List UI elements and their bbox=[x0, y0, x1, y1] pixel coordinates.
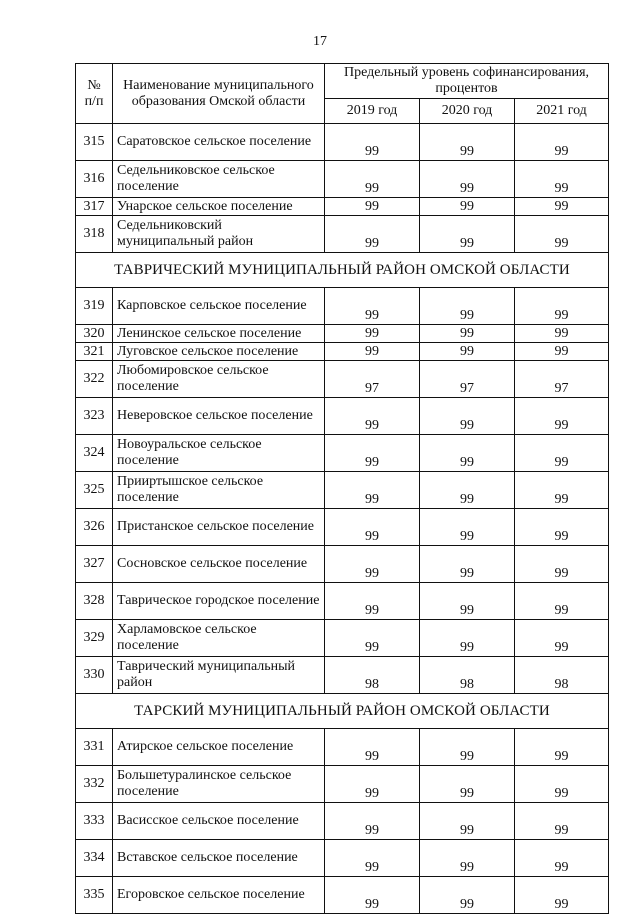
municipality-name: Таврическое городское поселение bbox=[113, 583, 325, 620]
table-row bbox=[76, 546, 609, 583]
value-2021: 99 bbox=[515, 161, 609, 198]
value-2021: 99 bbox=[515, 124, 609, 161]
value-2019: 99 bbox=[325, 509, 420, 546]
row-number: 332 bbox=[76, 766, 113, 803]
value-2020: 99 bbox=[420, 198, 515, 216]
municipality-name: Егоровское сельское поселение bbox=[113, 877, 325, 914]
value-2020: 99 bbox=[420, 343, 515, 361]
municipality-name: Саратовское сельское поселение bbox=[113, 124, 325, 161]
row-number: 319 bbox=[76, 288, 113, 325]
table-body bbox=[76, 124, 609, 914]
table-row bbox=[76, 620, 609, 657]
table-row bbox=[76, 325, 609, 343]
row-number: 322 bbox=[76, 361, 113, 398]
value-2019: 99 bbox=[325, 583, 420, 620]
table-row bbox=[76, 877, 609, 914]
value-2019: 99 bbox=[325, 343, 420, 361]
value-2020: 99 bbox=[420, 766, 515, 803]
value-2021: 99 bbox=[515, 583, 609, 620]
value-2021: 99 bbox=[515, 546, 609, 583]
page-number: 17 bbox=[313, 34, 327, 49]
value-2020: 99 bbox=[420, 877, 515, 914]
value-2021: 99 bbox=[515, 729, 609, 766]
group-title: ТАВРИЧЕСКИЙ МУНИЦИПАЛЬНЫЙ РАЙОН ОМСКОЙ ОБЛАСТИ bbox=[76, 253, 609, 288]
value-2019: 99 bbox=[325, 288, 420, 325]
value-2019: 99 bbox=[325, 398, 420, 435]
table-row bbox=[76, 124, 609, 161]
value-2021: 99 bbox=[515, 840, 609, 877]
table-row bbox=[76, 216, 609, 253]
value-2020: 97 bbox=[420, 361, 515, 398]
municipality-name: Васисское сельское поселение bbox=[113, 803, 325, 840]
municipality-name: Седельниковский муниципальный район bbox=[113, 216, 325, 253]
value-2019: 99 bbox=[325, 161, 420, 198]
value-2019: 98 bbox=[325, 657, 420, 694]
table-row bbox=[76, 472, 609, 509]
value-2019: 99 bbox=[325, 325, 420, 343]
value-2020: 99 bbox=[420, 729, 515, 766]
value-2020: 99 bbox=[420, 546, 515, 583]
value-2020: 99 bbox=[420, 288, 515, 325]
value-2020: 99 bbox=[420, 509, 515, 546]
table-row bbox=[76, 288, 609, 325]
value-2019: 99 bbox=[325, 546, 420, 583]
table-row bbox=[76, 766, 609, 803]
row-number: 327 bbox=[76, 546, 113, 583]
value-2021: 99 bbox=[515, 877, 609, 914]
row-number: 328 bbox=[76, 583, 113, 620]
row-number: 315 bbox=[76, 124, 113, 161]
value-2021: 99 bbox=[515, 398, 609, 435]
value-2019: 99 bbox=[325, 620, 420, 657]
value-2020: 99 bbox=[420, 472, 515, 509]
value-2020: 99 bbox=[420, 435, 515, 472]
value-2020: 99 bbox=[420, 216, 515, 253]
municipality-name: Пристанское сельское поселение bbox=[113, 509, 325, 546]
row-number: 335 bbox=[76, 877, 113, 914]
header-name: Наименование муниципального образования Омской области bbox=[113, 64, 325, 124]
table-row bbox=[76, 803, 609, 840]
value-2019: 99 bbox=[325, 729, 420, 766]
value-2020: 99 bbox=[420, 803, 515, 840]
row-number: 324 bbox=[76, 435, 113, 472]
value-2019: 99 bbox=[325, 472, 420, 509]
row-number: 330 bbox=[76, 657, 113, 694]
municipality-name: Большетуралинское сельское поселение bbox=[113, 766, 325, 803]
value-2021: 99 bbox=[515, 288, 609, 325]
group-title: ТАРСКИЙ МУНИЦИПАЛЬНЫЙ РАЙОН ОМСКОЙ ОБЛАСТИ bbox=[76, 694, 609, 729]
municipality-name: Неверовское сельское поселение bbox=[113, 398, 325, 435]
municipality-name: Карповское сельское поселение bbox=[113, 288, 325, 325]
value-2021: 99 bbox=[515, 435, 609, 472]
value-2021: 97 bbox=[515, 361, 609, 398]
table-row bbox=[76, 198, 609, 216]
table-row bbox=[76, 509, 609, 546]
value-2021: 99 bbox=[515, 766, 609, 803]
municipality-name: Таврический муниципальный район bbox=[113, 657, 325, 694]
row-number: 318 bbox=[76, 216, 113, 253]
table-row bbox=[76, 343, 609, 361]
row-number: 320 bbox=[76, 325, 113, 343]
value-2019: 99 bbox=[325, 766, 420, 803]
row-number: 325 bbox=[76, 472, 113, 509]
value-2020: 99 bbox=[420, 583, 515, 620]
value-2021: 99 bbox=[515, 198, 609, 216]
municipality-name: Атирское сельское поселение bbox=[113, 729, 325, 766]
header-year-2021: 2021 год bbox=[515, 99, 609, 124]
municipality-name: Прииртышское сельское поселение bbox=[113, 472, 325, 509]
table-row bbox=[76, 435, 609, 472]
municipality-name: Ленинское сельское поселение bbox=[113, 325, 325, 343]
row-number: 321 bbox=[76, 343, 113, 361]
table-row bbox=[76, 729, 609, 766]
value-2019: 99 bbox=[325, 803, 420, 840]
value-2021: 99 bbox=[515, 325, 609, 343]
municipality-name: Седельниковское сельское поселение bbox=[113, 161, 325, 198]
row-number: 317 bbox=[76, 198, 113, 216]
municipality-name: Любомировское сельское поселение bbox=[113, 361, 325, 398]
header-year-2019: 2019 год bbox=[325, 99, 420, 124]
group-header-row bbox=[76, 253, 609, 288]
table-row bbox=[76, 361, 609, 398]
cofinancing-table bbox=[75, 63, 609, 914]
header-cofinance: Предельный уровень софинансирования, процентов bbox=[325, 64, 609, 99]
value-2021: 99 bbox=[515, 803, 609, 840]
row-number: 323 bbox=[76, 398, 113, 435]
value-2019: 99 bbox=[325, 840, 420, 877]
value-2020: 99 bbox=[420, 124, 515, 161]
row-number: 333 bbox=[76, 803, 113, 840]
municipality-name: Харламовское сельское поселение bbox=[113, 620, 325, 657]
table-row bbox=[76, 583, 609, 620]
table-row bbox=[76, 161, 609, 198]
row-number: 326 bbox=[76, 509, 113, 546]
municipality-name: Новоуральское сельское поселение bbox=[113, 435, 325, 472]
value-2021: 99 bbox=[515, 472, 609, 509]
value-2021: 99 bbox=[515, 620, 609, 657]
value-2020: 98 bbox=[420, 657, 515, 694]
row-number: 334 bbox=[76, 840, 113, 877]
row-number: 316 bbox=[76, 161, 113, 198]
municipality-name: Вставское сельское поселение bbox=[113, 840, 325, 877]
value-2019: 99 bbox=[325, 435, 420, 472]
row-number: 329 bbox=[76, 620, 113, 657]
value-2020: 99 bbox=[420, 840, 515, 877]
value-2020: 99 bbox=[420, 161, 515, 198]
value-2020: 99 bbox=[420, 325, 515, 343]
table-row bbox=[76, 398, 609, 435]
municipality-name: Сосновское сельское поселение bbox=[113, 546, 325, 583]
header-num: № п/п bbox=[76, 64, 113, 124]
value-2021: 98 bbox=[515, 657, 609, 694]
value-2021: 99 bbox=[515, 509, 609, 546]
value-2020: 99 bbox=[420, 620, 515, 657]
row-number: 331 bbox=[76, 729, 113, 766]
header-year-2020: 2020 год bbox=[420, 99, 515, 124]
value-2019: 97 bbox=[325, 361, 420, 398]
value-2021: 99 bbox=[515, 343, 609, 361]
value-2019: 99 bbox=[325, 216, 420, 253]
municipality-name: Луговское сельское поселение bbox=[113, 343, 325, 361]
value-2019: 99 bbox=[325, 198, 420, 216]
value-2021: 99 bbox=[515, 216, 609, 253]
value-2019: 99 bbox=[325, 124, 420, 161]
value-2020: 99 bbox=[420, 398, 515, 435]
table-row bbox=[76, 840, 609, 877]
value-2019: 99 bbox=[325, 877, 420, 914]
table-row bbox=[76, 657, 609, 694]
municipality-name: Унарское сельское поселение bbox=[113, 198, 325, 216]
group-header-row bbox=[76, 694, 609, 729]
